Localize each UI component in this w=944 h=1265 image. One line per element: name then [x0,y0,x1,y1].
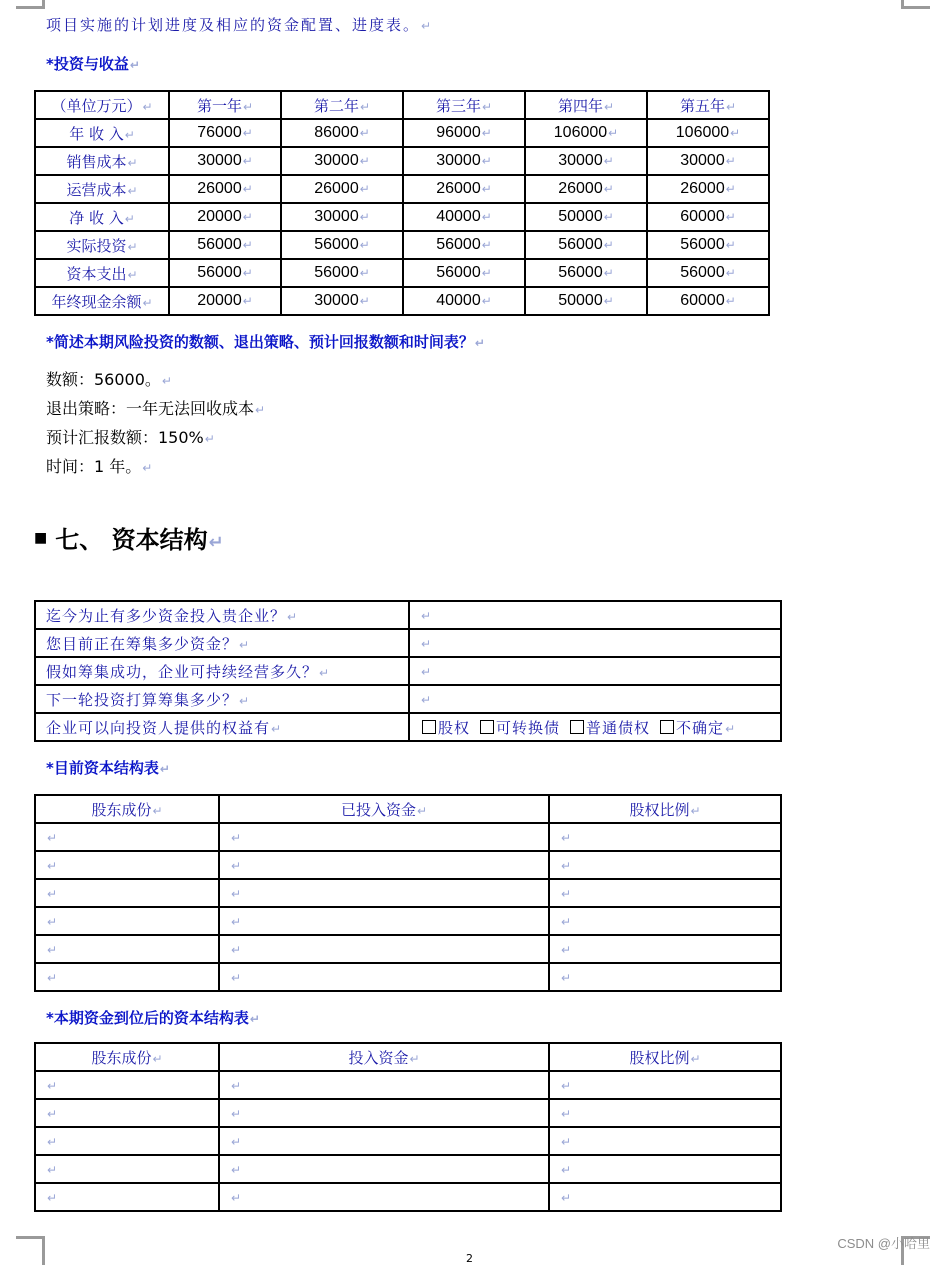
value-cell: 86000↵ [281,119,403,147]
checkbox-icon[interactable] [660,720,674,734]
table-row [35,685,781,713]
header-cell: 股东成份↵ [35,795,219,823]
value-cell: 30000↵ [281,147,403,175]
empty-cell[interactable]: ↵ [35,1099,219,1127]
question-cell: 迄今为止有多少资金投入贵企业？↵ [35,601,409,629]
empty-cell[interactable]: ↵ [219,907,549,935]
capital-questions-table [34,600,782,742]
value-cell: 56000↵ [647,259,769,287]
table-header-row [35,91,769,119]
value-cell: 106000↵ [647,119,769,147]
page-corner-mark [16,0,45,9]
table-row [35,907,781,935]
checkbox-icon[interactable] [422,720,436,734]
value-cell: 30000↵ [647,147,769,175]
empty-cell[interactable]: ↵ [219,1071,549,1099]
investment-table [34,90,770,316]
value-cell: 50000↵ [525,287,647,315]
checkbox-icon[interactable] [480,720,494,734]
table-row [35,629,781,657]
value-cell: 20000↵ [169,287,281,315]
answer-cell[interactable]: ↵ [409,685,781,713]
row-label: 实际投资↵ [35,231,169,259]
convertible-option[interactable]: 可转换债 [480,719,560,737]
current-structure-heading: *目前资本结构表↵ [46,759,170,777]
risk-heading: *简述本期风险投资的数额、退出策略、预计回报数额和时间表？↵ [46,333,485,351]
empty-cell[interactable]: ↵ [549,851,781,879]
empty-cell[interactable]: ↵ [35,963,219,991]
value-cell: 26000↵ [281,175,403,203]
header-cell: 第二年↵ [281,91,403,119]
row-label: 销售成本↵ [35,147,169,175]
table-row [35,147,769,175]
value-cell: 30000↵ [169,147,281,175]
intro-line: 项目实施的计划进度及相应的资金配置、进度表。↵ [46,16,434,34]
empty-cell[interactable]: ↵ [219,823,549,851]
value-cell: 50000↵ [525,203,647,231]
answer-line: 预计汇报数额：150%↵ [46,428,215,447]
undecided-option[interactable]: 不确定 [660,719,724,737]
answer-line: 退出策略：一年无法回收成本↵ [46,399,266,418]
after-structure-heading: *本期资金到位后的资本结构表↵ [46,1009,260,1027]
value-cell: 56000↵ [403,259,525,287]
table-row [35,851,781,879]
empty-cell[interactable]: ↵ [219,1099,549,1127]
heading-bullet-icon: ■ [34,530,48,546]
table-row [35,963,781,991]
table-row [35,231,769,259]
value-cell: 26000↵ [169,175,281,203]
value-cell: 30000↵ [281,287,403,315]
question-cell: 假如筹集成功，企业可持续经营多久？↵ [35,657,409,685]
value-cell: 40000↵ [403,287,525,315]
equity-option[interactable]: 股权 [422,719,470,737]
answer-cell[interactable]: ↵ [409,657,781,685]
value-cell: 60000↵ [647,287,769,315]
empty-cell[interactable]: ↵ [219,851,549,879]
empty-cell[interactable]: ↵ [219,1127,549,1155]
page-corner-mark [16,1236,45,1265]
row-label: 资本支出↵ [35,259,169,287]
value-cell: 56000↵ [525,259,647,287]
row-label: 净 收 入↵ [35,203,169,231]
header-cell: 第三年↵ [403,91,525,119]
empty-cell[interactable]: ↵ [219,963,549,991]
header-cell: 第五年↵ [647,91,769,119]
value-cell: 26000↵ [525,175,647,203]
header-cell: 股东成份↵ [35,1043,219,1071]
investment-heading: *投资与收益↵ [46,55,140,73]
value-cell: 106000↵ [525,119,647,147]
empty-cell[interactable]: ↵ [549,823,781,851]
row-label: 运营成本↵ [35,175,169,203]
answer-cell[interactable]: ↵ [409,601,781,629]
watermark: CSDN @小哈里 [837,1236,930,1251]
value-cell: 56000↵ [525,231,647,259]
empty-cell[interactable]: ↵ [549,963,781,991]
question-cell: 企业可以向投资人提供的权益有↵ [35,713,409,741]
answer-line: 时间：1 年。↵ [46,457,153,476]
table-row [35,203,769,231]
empty-cell[interactable]: ↵ [35,935,219,963]
table-header-row [35,1043,781,1071]
value-cell: 26000↵ [403,175,525,203]
page-corner-mark [901,0,930,9]
value-cell: 20000↵ [169,203,281,231]
empty-cell[interactable]: ↵ [549,879,781,907]
table-row [35,879,781,907]
table-row [35,601,781,629]
header-cell: 股权比例↵ [549,1043,781,1071]
empty-cell[interactable]: ↵ [219,1183,549,1211]
section-title: ■ 七、 资本结构↵ [34,526,224,554]
empty-cell[interactable]: ↵ [35,851,219,879]
header-cell: 投入资金↵ [219,1043,549,1071]
table-row [35,1127,781,1155]
empty-cell[interactable]: ↵ [35,907,219,935]
value-cell: 56000↵ [403,231,525,259]
empty-cell[interactable]: ↵ [549,1155,781,1183]
current-structure-table [34,794,782,992]
empty-cell[interactable]: ↵ [549,1127,781,1155]
empty-cell[interactable]: ↵ [219,1155,549,1183]
question-cell: 下一轮投资打算筹集多少？↵ [35,685,409,713]
empty-cell[interactable]: ↵ [549,1183,781,1211]
header-cell: 已投入资金↵ [219,795,549,823]
empty-cell[interactable]: ↵ [35,879,219,907]
empty-cell[interactable]: ↵ [35,1155,219,1183]
value-cell: 56000↵ [169,231,281,259]
common-debt-option[interactable]: 普通债权 [570,719,650,737]
empty-cell[interactable]: ↵ [549,1071,781,1099]
table-row [35,1183,781,1211]
table-row [35,657,781,685]
value-cell: 56000↵ [281,231,403,259]
table-row [35,175,769,203]
answer-line: 数额：56000。↵ [46,370,172,389]
empty-cell[interactable]: ↵ [35,1127,219,1155]
value-cell: 56000↵ [647,231,769,259]
table-row [35,1071,781,1099]
question-cell: 您目前正在筹集多少资金？↵ [35,629,409,657]
checkbox-icon[interactable] [570,720,584,734]
empty-cell[interactable]: ↵ [219,879,549,907]
value-cell: 30000↵ [403,147,525,175]
empty-cell[interactable]: ↵ [35,1183,219,1211]
table-row [35,935,781,963]
table-row [35,259,769,287]
value-cell: 76000↵ [169,119,281,147]
header-cell: 股权比例↵ [549,795,781,823]
table-row [35,823,781,851]
header-cell: 第一年↵ [169,91,281,119]
value-cell: 96000↵ [403,119,525,147]
table-row [35,713,781,741]
value-cell: 30000↵ [281,203,403,231]
value-cell: 30000↵ [525,147,647,175]
empty-cell[interactable]: ↵ [35,1071,219,1099]
value-cell: 26000↵ [647,175,769,203]
empty-cell[interactable]: ↵ [549,907,781,935]
page-number: 2 [466,1252,473,1265]
after-structure-table [34,1042,782,1212]
row-label: 年 收 入↵ [35,119,169,147]
risk-answers [46,366,265,482]
empty-cell[interactable]: ↵ [35,823,219,851]
answer-cell[interactable]: ↵ [409,629,781,657]
header-cell: 第四年↵ [525,91,647,119]
value-cell: 60000↵ [647,203,769,231]
table-row [35,1099,781,1127]
header-cell: （单位万元）↵ [35,91,169,119]
table-row [35,287,769,315]
equity-options-cell: 股权 可转换债 普通债权 不确定↵ [409,713,781,741]
value-cell: 40000↵ [403,203,525,231]
table-header-row [35,795,781,823]
value-cell: 56000↵ [281,259,403,287]
empty-cell[interactable]: ↵ [549,935,781,963]
value-cell: 56000↵ [169,259,281,287]
empty-cell[interactable]: ↵ [549,1099,781,1127]
table-row [35,1155,781,1183]
table-row [35,119,769,147]
row-label: 年终现金余额↵ [35,287,169,315]
empty-cell[interactable]: ↵ [219,935,549,963]
